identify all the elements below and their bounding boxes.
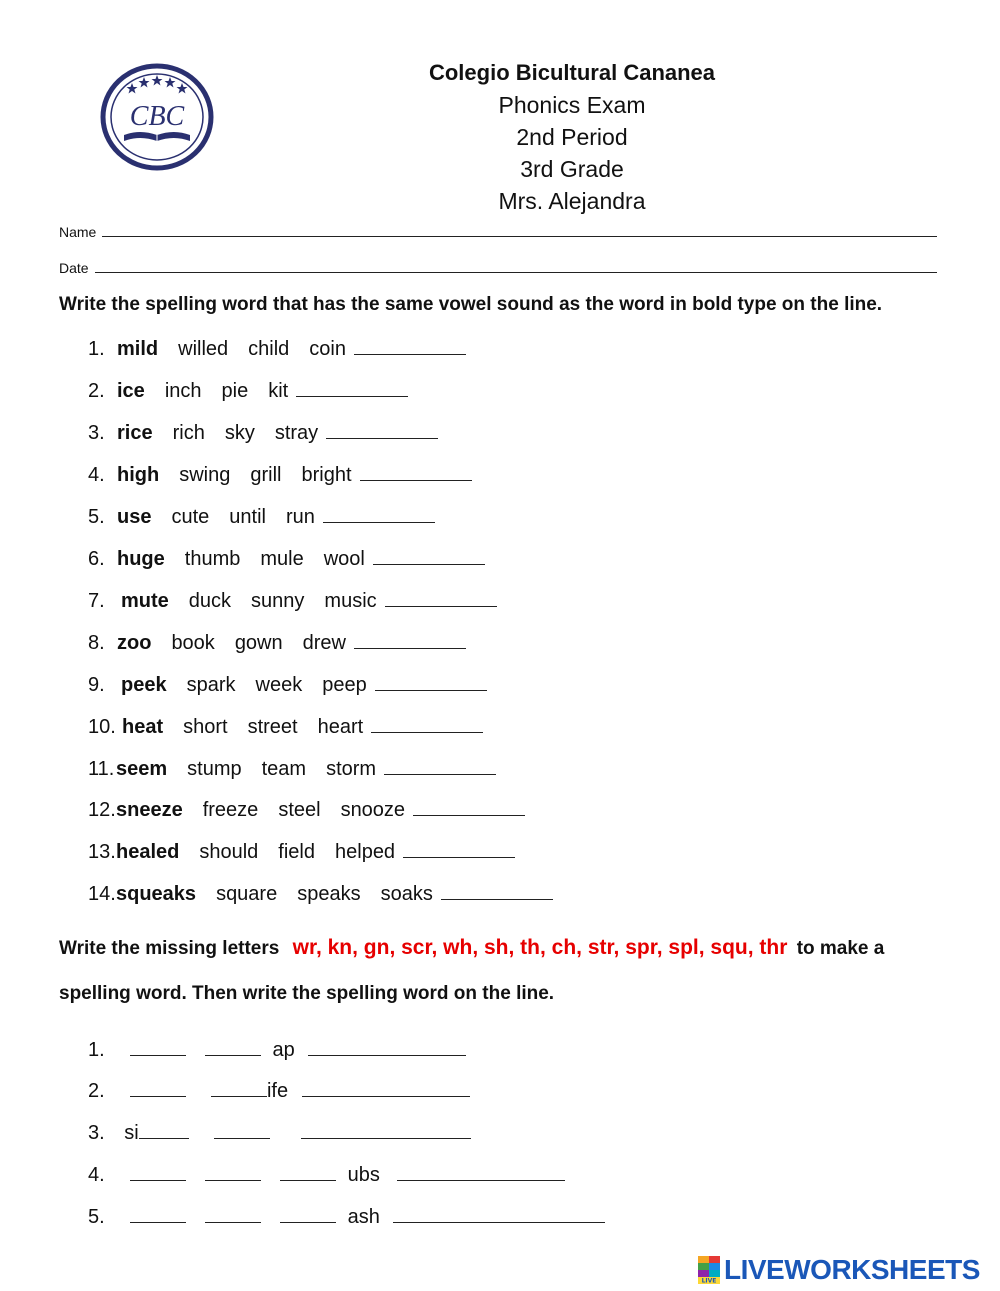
liveworksheets-badge-icon xyxy=(698,1256,720,1284)
item-number: 3. xyxy=(88,422,105,444)
item-number: 4. xyxy=(88,1164,105,1186)
word-option: inch xyxy=(164,380,202,402)
letter-blank[interactable] xyxy=(130,1096,186,1097)
liveworksheets-brand: LIVEWORKSHEETS xyxy=(724,1254,980,1285)
bold-word: zoo xyxy=(117,632,152,654)
list-item xyxy=(88,881,553,907)
word-option: helped xyxy=(335,841,396,863)
word-option: freeze xyxy=(202,799,259,821)
answer-line[interactable] xyxy=(296,396,408,397)
word-option: gown xyxy=(234,632,283,654)
list-item xyxy=(88,714,483,740)
list-item xyxy=(88,1204,605,1230)
list-item xyxy=(88,336,466,362)
letter-blank[interactable] xyxy=(130,1222,186,1223)
letter-blank[interactable] xyxy=(211,1096,267,1097)
word-option: swing xyxy=(179,464,231,486)
bold-word: heat xyxy=(122,716,164,738)
bold-word: peek xyxy=(121,674,167,696)
item-number: 6. xyxy=(88,548,105,570)
item-number: 14. xyxy=(88,883,116,905)
word-fragment: ubs xyxy=(347,1164,380,1186)
answer-line[interactable] xyxy=(375,690,487,691)
word-option: square xyxy=(216,883,278,905)
word-option: duck xyxy=(188,590,232,612)
word-option: pie xyxy=(221,380,249,402)
exam-grade: 3rd Grade xyxy=(520,156,624,182)
item-number: 5. xyxy=(88,506,105,528)
word-option: wool xyxy=(323,548,365,570)
answer-line[interactable] xyxy=(302,1096,470,1097)
section2-instruction-start: Write the missing letters xyxy=(59,938,280,959)
word-option: sky xyxy=(224,422,255,444)
word-fragment: ap xyxy=(272,1039,295,1061)
list-item xyxy=(88,1078,470,1104)
list-item xyxy=(88,1162,565,1188)
answer-line[interactable] xyxy=(326,438,438,439)
list-item xyxy=(88,756,496,782)
answer-line[interactable] xyxy=(301,1138,471,1139)
section2-instruction-line2: spelling word. Then write the spelling word on the line. xyxy=(59,983,555,1004)
bold-word: mute xyxy=(121,590,169,612)
badge-letters: LIVE xyxy=(701,1277,717,1284)
item-number: 4. xyxy=(88,464,105,486)
word-option: soaks xyxy=(380,883,433,905)
word-option: steel xyxy=(278,799,321,821)
item-number: 2. xyxy=(88,380,105,402)
exam-period: 2nd Period xyxy=(516,124,628,150)
answer-line[interactable] xyxy=(308,1055,466,1056)
list-item xyxy=(88,672,487,698)
list-item xyxy=(88,1120,471,1146)
word-option: willed xyxy=(178,338,229,360)
item-number: 9. xyxy=(88,674,105,696)
list-item xyxy=(88,504,435,530)
item-number: 7. xyxy=(88,590,105,612)
answer-line[interactable] xyxy=(384,774,496,775)
letter-blank[interactable] xyxy=(280,1222,336,1223)
word-option: snooze xyxy=(340,799,406,821)
word-option: short xyxy=(183,716,228,738)
word-option: stump xyxy=(187,758,242,780)
word-fragment: si xyxy=(124,1122,139,1144)
word-option: grill xyxy=(250,464,282,486)
answer-line[interactable] xyxy=(397,1180,565,1181)
letter-choices: wr, kn, gn, scr, wh, sh, th, ch, str, spr, spl, squ, thr xyxy=(292,936,788,959)
item-number: 2. xyxy=(88,1080,105,1102)
letter-blank[interactable] xyxy=(205,1055,261,1056)
bold-word: mild xyxy=(117,338,159,360)
word-option: book xyxy=(171,632,215,654)
item-number: 8. xyxy=(88,632,105,654)
word-option: should xyxy=(199,841,259,863)
word-option: spark xyxy=(186,674,236,696)
answer-line[interactable] xyxy=(385,606,497,607)
word-fragment: ash xyxy=(347,1206,380,1228)
date-field[interactable] xyxy=(59,256,937,276)
name-label: Name xyxy=(59,224,97,240)
word-option: sunny xyxy=(251,590,305,612)
word-option: peep xyxy=(322,674,367,696)
item-number: 10. xyxy=(88,716,116,738)
word-option: drew xyxy=(302,632,346,654)
bold-word: use xyxy=(117,506,152,528)
bold-word: high xyxy=(117,464,160,486)
item-number: 1. xyxy=(88,338,105,360)
section2-instruction xyxy=(59,936,884,960)
word-option: coin xyxy=(309,338,346,360)
word-option: rich xyxy=(172,422,205,444)
word-option: thumb xyxy=(184,548,241,570)
section2-instruction-end: to make a xyxy=(796,938,885,959)
list-item xyxy=(88,462,472,488)
answer-line[interactable] xyxy=(413,815,525,816)
date-label: Date xyxy=(59,260,89,276)
list-item xyxy=(88,1037,466,1063)
name-field[interactable] xyxy=(59,220,937,240)
list-item xyxy=(88,378,408,404)
bold-word: healed xyxy=(116,841,180,863)
answer-line[interactable] xyxy=(371,732,483,733)
bold-word: sneeze xyxy=(116,799,183,821)
word-option: run xyxy=(285,506,315,528)
logo-text: CBC xyxy=(129,101,185,132)
bold-word: huge xyxy=(117,548,165,570)
item-number: 13. xyxy=(88,841,116,863)
word-option: child xyxy=(248,338,290,360)
bold-word: ice xyxy=(117,380,145,402)
word-option: street xyxy=(247,716,298,738)
list-item xyxy=(88,546,485,572)
word-option: stray xyxy=(274,422,319,444)
answer-line[interactable] xyxy=(354,354,466,355)
word-option: mule xyxy=(260,548,304,570)
date-line[interactable] xyxy=(95,272,937,273)
letter-blank[interactable] xyxy=(280,1180,336,1181)
answer-line[interactable] xyxy=(354,648,466,649)
item-number: 3. xyxy=(88,1122,105,1144)
list-item xyxy=(88,420,438,446)
item-number: 11. xyxy=(88,758,115,780)
bold-word: squeaks xyxy=(116,883,197,905)
bold-word: seem xyxy=(116,758,168,780)
letter-blank[interactable] xyxy=(205,1180,261,1181)
word-fragment: ife xyxy=(266,1080,289,1102)
bold-word: rice xyxy=(117,422,153,444)
list-item xyxy=(88,797,525,823)
school-name: Colegio Bicultural Cananea xyxy=(428,60,716,85)
school-logo xyxy=(100,63,214,171)
letter-blank[interactable] xyxy=(130,1055,186,1056)
item-number: 12. xyxy=(88,799,116,821)
word-option: speaks xyxy=(297,883,361,905)
word-option: cute xyxy=(171,506,210,528)
word-option: bright xyxy=(301,464,352,486)
liveworksheets-logo xyxy=(698,1254,980,1286)
word-option: heart xyxy=(317,716,364,738)
word-option: until xyxy=(229,506,266,528)
answer-line[interactable] xyxy=(360,480,472,481)
exam-title: Phonics Exam xyxy=(498,92,646,118)
answer-line[interactable] xyxy=(403,857,515,858)
answer-line[interactable] xyxy=(323,522,435,523)
teacher-name: Mrs. Alejandra xyxy=(498,188,646,214)
section1-instruction: Write the spelling word that has the same vowel sound as the word in bold type on the line. xyxy=(59,294,883,315)
answer-line[interactable] xyxy=(441,899,553,900)
word-option: week xyxy=(255,674,303,696)
letter-blank[interactable] xyxy=(214,1138,270,1139)
list-item xyxy=(88,588,497,614)
name-line[interactable] xyxy=(102,236,937,237)
answer-line[interactable] xyxy=(373,564,485,565)
word-option: storm xyxy=(326,758,377,780)
answer-line[interactable] xyxy=(393,1222,605,1223)
word-option: music xyxy=(324,590,377,612)
item-number: 5. xyxy=(88,1206,105,1228)
letter-blank[interactable] xyxy=(205,1222,261,1223)
item-number: 1. xyxy=(88,1039,105,1061)
letter-blank[interactable] xyxy=(130,1180,186,1181)
list-item xyxy=(88,839,515,865)
word-option: kit xyxy=(268,380,289,402)
list-item xyxy=(88,630,466,656)
word-option: team xyxy=(261,758,307,780)
word-option: field xyxy=(278,841,315,863)
letter-blank[interactable] xyxy=(139,1138,189,1139)
